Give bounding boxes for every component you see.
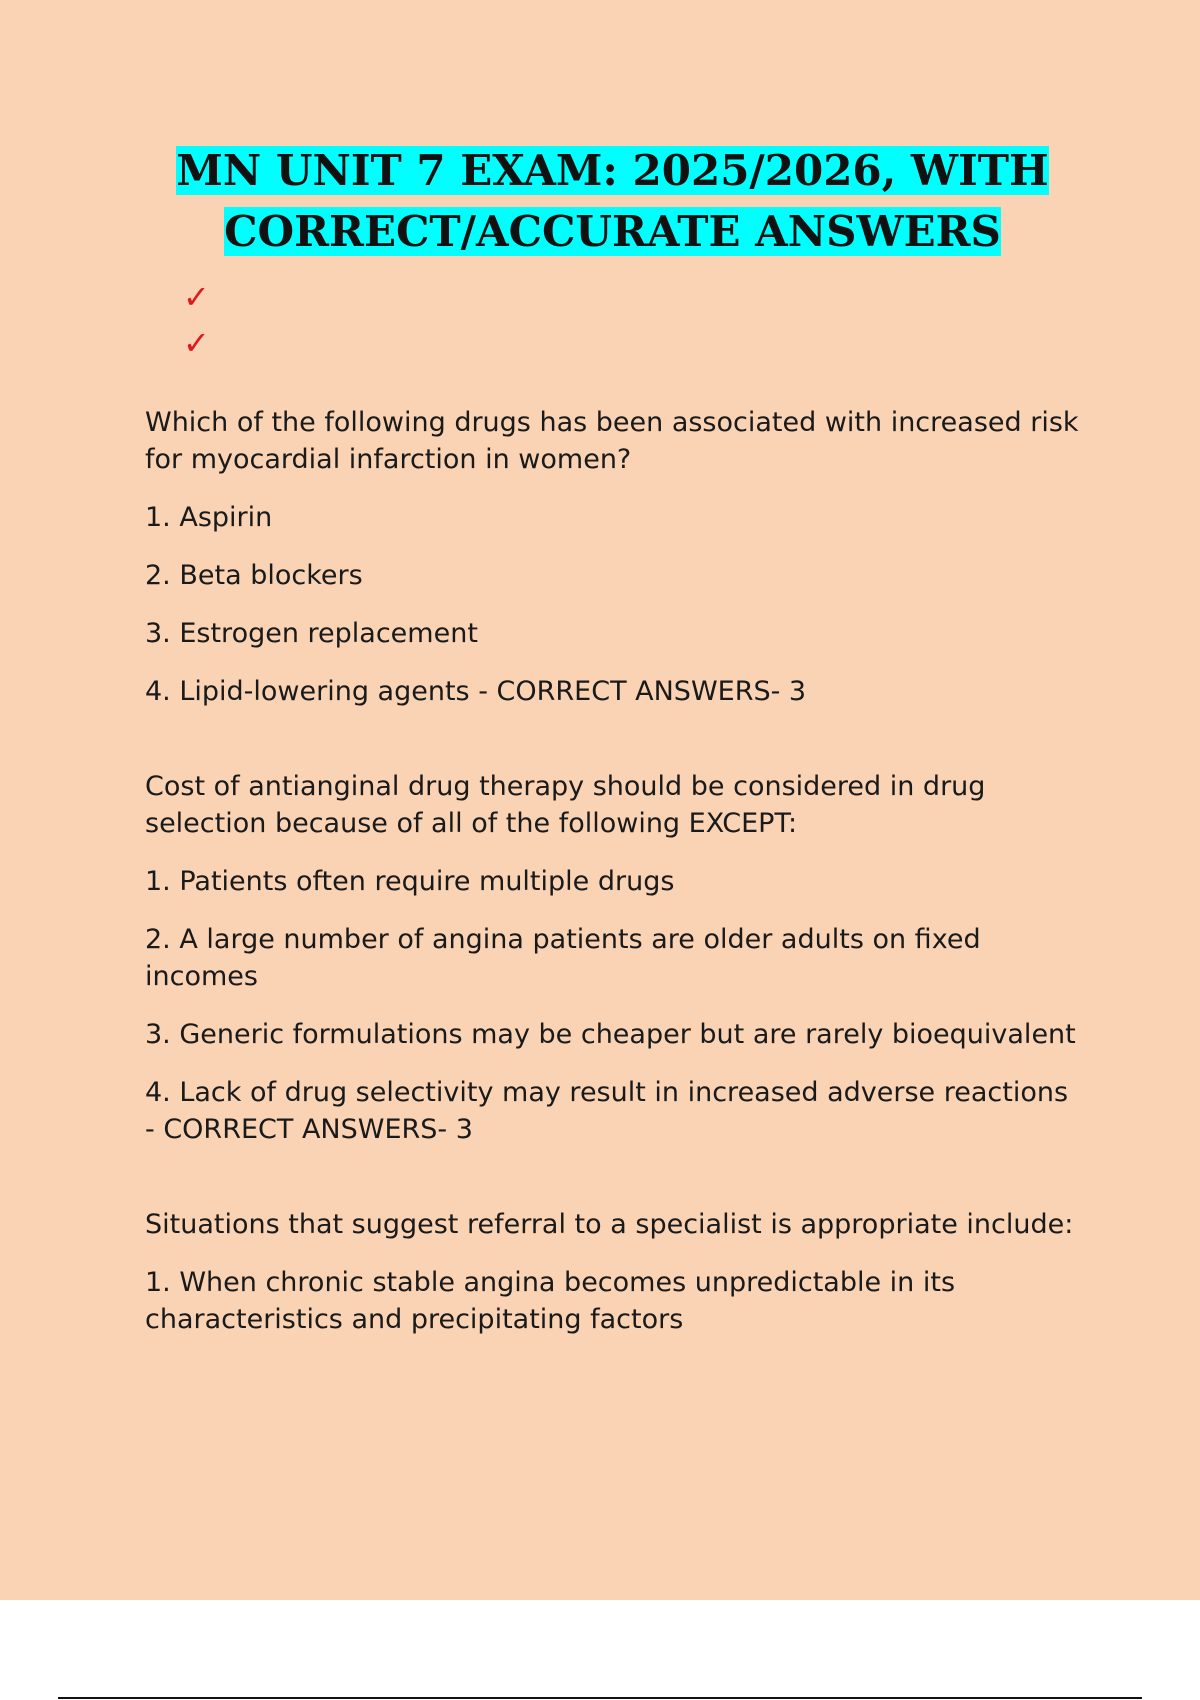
question-stem: Which of the following drugs has been associated with increased risk for myocardial infarction in women? xyxy=(145,407,1079,475)
checkmark-icon: ✓ xyxy=(183,324,210,362)
answer-option: 1. Aspirin xyxy=(145,502,273,533)
question-3 xyxy=(145,1206,1080,1338)
title-line-1: MN UNIT 7 EXAM: 2025/2026, WITH xyxy=(176,146,1049,195)
checkmark-list xyxy=(145,274,1080,366)
question-1 xyxy=(145,404,1080,710)
title-line-2: CORRECT/ACCURATE ANSWERS xyxy=(224,207,1001,256)
document-content xyxy=(145,140,1080,1359)
question-stem: Cost of antianginal drug therapy should be considered in drug selection because of all of the following EXCEPT: xyxy=(145,771,986,839)
answer-option-with-correct-answer: 4. Lack of drug selectivity may result in increased adverse reactions - CORRECT ANSWERS- 3 xyxy=(145,1077,1069,1145)
answer-option: 3. Generic formulations may be cheaper but are rarely bioequivalent xyxy=(145,1019,1076,1050)
answer-option: 3. Estrogen replacement xyxy=(145,618,478,649)
checkmark-icon: ✓ xyxy=(183,278,210,316)
footer-divider xyxy=(58,1697,1142,1699)
answer-option-with-correct-answer: 4. Lipid-lowering agents - CORRECT ANSWERS- 3 xyxy=(145,676,807,707)
answer-option: 1. When chronic stable angina becomes unpredictable in its characteristics and precipitating factors xyxy=(145,1267,956,1335)
question-stem: Situations that suggest referral to a specialist is appropriate include: xyxy=(145,1209,1074,1240)
answer-option: 1. Patients often require multiple drugs xyxy=(145,866,675,897)
answer-option: 2. A large number of angina patients are older adults on fixed incomes xyxy=(145,924,981,992)
document-title xyxy=(145,140,1080,262)
question-2 xyxy=(145,768,1080,1148)
answer-option: 2. Beta blockers xyxy=(145,560,363,591)
